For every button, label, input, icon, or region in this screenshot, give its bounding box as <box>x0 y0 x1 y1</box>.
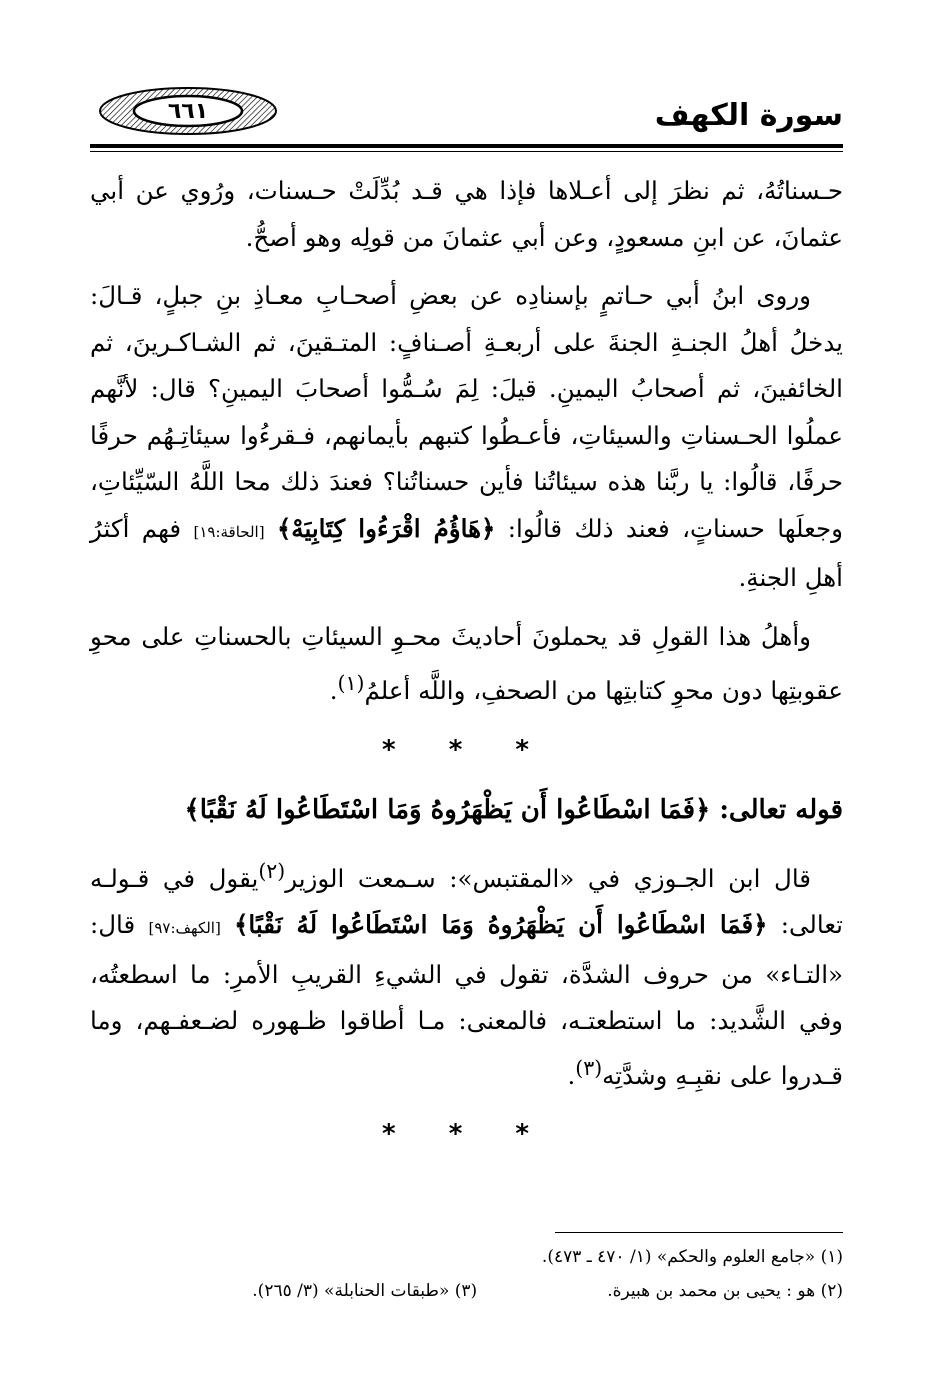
footnote-1: (١) «جامع العلوم والحكم» (١/ ٤٧٠ ـ ٤٧٣). <box>541 1247 843 1267</box>
heading-verse: ﴿فَمَا اسْطَاعُوا أَن يَظْهَرُوهُ وَمَا اسْتَطَاعُوا لَهُ نَقْبًا﴾ <box>184 795 711 826</box>
verse-2-citation: [الكهف:٩٧] <box>148 919 221 938</box>
paragraph-1: حـسناتُهُ، ثم نظرَ إلى أعـلاها فإذا هي قـد بُدِّلَتْ حـسنات، ورُوي عن أبي عثمانَ، عن ابنِ مسعودٍ، وعن أبي عثمانَ من قولِه وهو أصحُّ. <box>90 176 843 252</box>
page-number: ٦٦١ <box>167 98 209 124</box>
header-rule <box>90 144 843 148</box>
paragraph-4-start: قال ابن الجـوزي في «المقتبس»: سـمعت الوزير <box>285 863 811 893</box>
paragraph-4 <box>90 848 843 1100</box>
main-text <box>90 168 843 1172</box>
paragraph-3 <box>90 614 843 715</box>
paragraph-2-end: فهم أكثرُ أهلِ الجنةِ. <box>90 513 843 592</box>
footnote-3: (٣) «طبقات الحنابلة» (٣/ ٢٦٥). <box>252 1281 478 1301</box>
paragraph-3-dot: . <box>329 676 338 706</box>
paragraph-2-text: وروى ابنُ أبي حـاتمٍ بإسنادِه عن بعضِ أصحـابِ معـاذِ بنِ جبلٍ، قـالَ: يدخلُ أهلُ الجنـةِ الجنةَ على أربعـةِ أصـنافٍ: المتـقينَ، ثم الشـاكـرينَ، ثم الخائفينَ، ثم أصحابُ اليمينِ. قيلَ: لِمَ سُـمُّوا أصحابَ اليمينِ؟ قال: لأنَّهم عملُوا الحـسناتِ والسيئاتِ، فأعـطُوا كتبهم بأيمانهم، فـقرءُوا سيئاتِـهُم حرفًا حرفًا، قالُوا: يا ربَّنا هذه سيئاتُنا فأين حسناتُنا؟ فعندَ ذلك محا اللَّهُ السّيِّئاتِ، وجعلَها حسناتٍ، فعند ذلك قالُوا: <box>90 281 843 543</box>
verse-1-citation: [الحاقة:١٩] <box>193 522 265 541</box>
paragraph-4-dot: . <box>567 1060 576 1090</box>
page-header <box>90 80 843 150</box>
footnote-mark-3: (٣) <box>575 1055 603 1080</box>
paragraph-4-mid: يقول في قـولـه تعالى: <box>90 863 843 940</box>
heading-prefix: قوله تعالى: <box>719 795 843 826</box>
paragraph-2 <box>90 273 843 602</box>
footnote-mark-1: (١) <box>337 671 365 695</box>
page-number-ornament <box>98 86 278 136</box>
footnote-2: (٢) هو : يحيى بن محمد بن هبيرة. <box>607 1281 843 1301</box>
footnotes <box>90 1240 843 1308</box>
header-rule-thin <box>90 151 843 152</box>
quran-verse-1: ﴿هَاؤُمُ اقْرَءُوا كِتَابِيَهْ﴾ <box>276 513 496 543</box>
quran-verse-2: ﴿فَمَا اسْطَاعُوا أَن يَظْهَرُوهُ وَمَا اسْتَطَاعُوا لَهُ نَقْبًا﴾ <box>234 910 768 940</box>
paragraph-4-end: قال: «التـاء» من حروف الشدَّة، تقول في الشيءِ القريبِ الأمرِ: ما اسطعتُه، وفي الشَّديد: ما استطعتـه، فالمعنى: مـا أطاقوا ظـهوره لضـعفـهم، وما قـدروا على نقبِـهِ وشدَّتِه <box>90 910 843 1090</box>
footnote-row-2 <box>90 1274 843 1308</box>
footnote-row-1 <box>90 1240 843 1274</box>
section-heading <box>90 787 843 834</box>
surah-title: سورة الكهف <box>654 98 843 133</box>
paragraph-3-text: وأهلُ هذا القولِ قد يحملونَ أحاديثَ محـوِ السيئاتِ بالحسناتِ على محوِ عقوبتِها دون محوِ كتابتِها من الصحفِ، واللَّه أعلمُ <box>90 621 843 706</box>
section-divider-stars: * * * <box>382 734 551 765</box>
section-divider-stars-2: * * * <box>382 1119 551 1150</box>
footnote-mark-2: (٢) <box>258 858 286 883</box>
footnote-rule <box>555 1232 843 1233</box>
